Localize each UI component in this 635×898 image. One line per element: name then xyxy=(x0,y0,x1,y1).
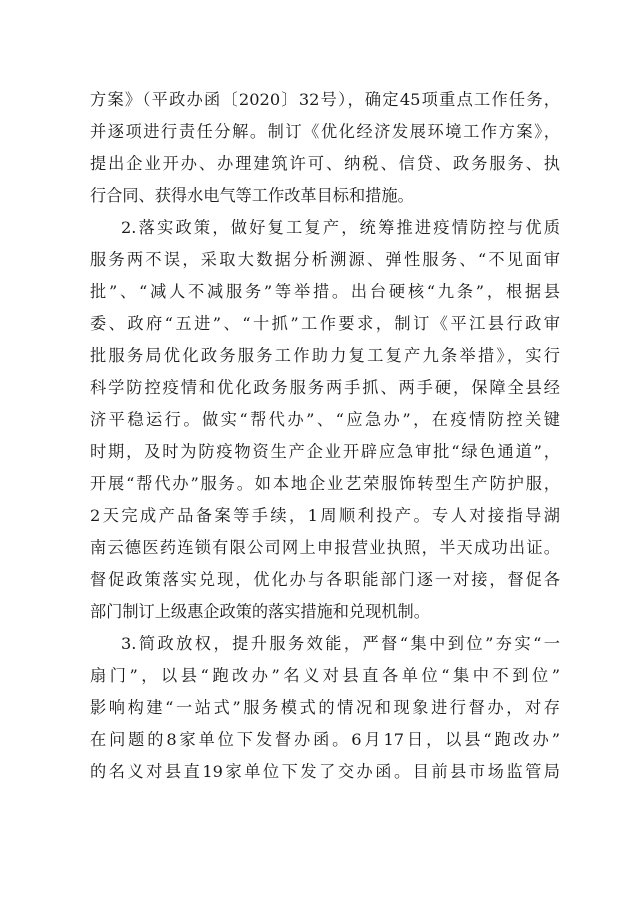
paragraph-3-start: 3.简政放权，提升服务效能，严督“集中到位”夯实“一 xyxy=(121,634,560,653)
body-text xyxy=(90,84,560,788)
text-line-7: 批”、“减人不减服务”等举措。出台硬核“九条”，根据县 xyxy=(90,282,560,301)
text-line-4: 行合同、获得水电气等工作改革目标和措施。 xyxy=(90,186,414,205)
text-line-13: 开展“帮代办”服务。如本地企业艺荣服饰转型生产防护服， xyxy=(90,474,560,493)
text-line-3: 提出企业开办、办理建筑许可、纳税、信贷、政务服务、执 xyxy=(90,154,560,173)
text-line-21: 在问题的8家单位下发督办函。6月17日，以县“跑改办” xyxy=(90,730,560,749)
paragraph-2-start: 2.落实政策，做好复工复产，统筹推进疫情防控与优质 xyxy=(121,218,560,237)
text-line-19: 扇门”，以县“跑改办”名义对县直各单位“集中不到位” xyxy=(90,666,560,685)
text-line-14: 2天完成产品备案等手续，1周顺利投产。专人对接指导湖 xyxy=(90,506,560,525)
text-line-16: 督促政策落实兑现，优化办与各职能部门逐一对接，督促各 xyxy=(90,570,560,589)
text-line-9: 批服务局优化政务服务工作助力复工复产九条举措》，实行 xyxy=(90,346,560,365)
text-line-12: 时期，及时为防疫物资生产企业开辟应急审批“绿色通道”， xyxy=(90,442,560,461)
text-line-6: 服务两不误，采取大数据分析溯源、弹性服务、“不见面审 xyxy=(90,250,560,269)
text-line-22: 的名义对县直19家单位下发了交办函。目前县市场监管局 xyxy=(90,762,560,781)
text-line-8: 委、政府“五进”、“十抓”工作要求，制订《平江县行政审 xyxy=(90,314,560,333)
text-line-10: 科学防控疫情和优化政务服务两手抓、两手硬，保障全县经 xyxy=(90,378,560,397)
text-line-20: 影响构建“一站式”服务模式的情况和现象进行督办，对存 xyxy=(90,698,560,717)
text-line-1: 方案》（平政办函〔2020〕32号），确定45项重点工作任务， xyxy=(90,90,560,109)
text-line-11: 济平稳运行。做实“帮代办”、“应急办”，在疫情防控关键 xyxy=(90,410,560,429)
text-line-17: 部门制订上级惠企政策的落实措施和兑现机制。 xyxy=(90,602,430,621)
text-line-15: 南云德医药连锁有限公司网上申报营业执照，半天成功出证。 xyxy=(90,538,560,557)
text-line-2: 并逐项进行责任分解。制订《优化经济发展环境工作方案》， xyxy=(90,122,560,141)
